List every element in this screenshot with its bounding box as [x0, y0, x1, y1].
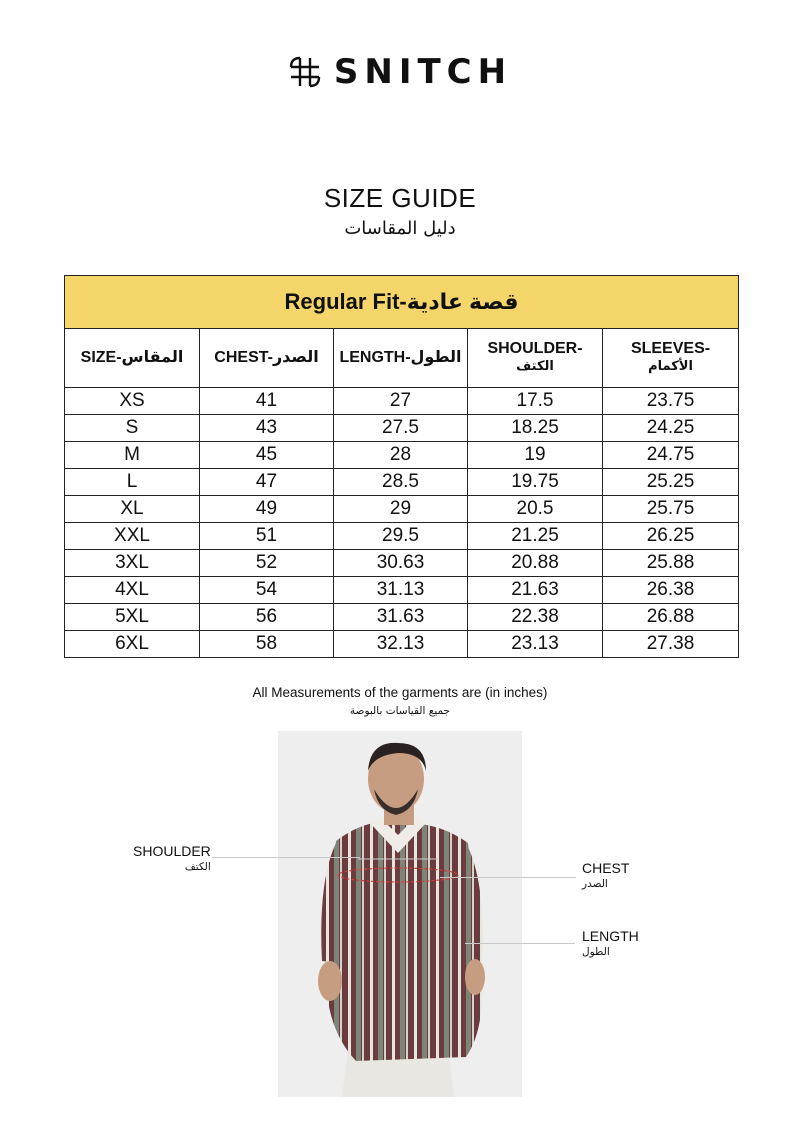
table-cell: 45 — [200, 442, 334, 469]
table-cell: 5XL — [65, 604, 200, 631]
table-row — [65, 523, 739, 550]
table-cell: 29.5 — [334, 523, 468, 550]
table-cell: 27.5 — [334, 415, 468, 442]
length-label: LENGTH الطول — [582, 928, 639, 958]
shoulder-label: SHOULDER الكتف — [133, 843, 211, 873]
page-title: SIZE GUIDE — [323, 183, 477, 213]
shoulder-label-arabic: الكتف — [184, 861, 211, 873]
table-cell: 21.63 — [468, 577, 603, 604]
table-cell: 20.5 — [468, 496, 603, 523]
column-header-shoulder: SHOULDER- الكتف — [468, 329, 603, 388]
model-illustration — [278, 731, 522, 1097]
table-cell: XS — [65, 388, 200, 415]
table-row — [65, 388, 739, 415]
measurement-note-arabic: جميع القياسات بالبوصة — [349, 705, 451, 717]
table-cell: 21.25 — [468, 523, 603, 550]
table-cell: 41 — [200, 388, 334, 415]
table-cell: 25.88 — [603, 550, 739, 577]
table-cell: 56 — [200, 604, 334, 631]
table-cell: 24.25 — [603, 415, 739, 442]
table-cell: M — [65, 442, 200, 469]
column-header-size: SIZE-المقاس — [65, 329, 200, 388]
table-cell: 22.38 — [468, 604, 603, 631]
table-row — [65, 577, 739, 604]
table-row — [65, 415, 739, 442]
table-cell: 58 — [200, 631, 334, 658]
table-row — [65, 469, 739, 496]
table-cell: 52 — [200, 550, 334, 577]
table-cell: 31.63 — [334, 604, 468, 631]
table-row — [65, 550, 739, 577]
table-cell: 23.13 — [468, 631, 603, 658]
table-cell: 27 — [334, 388, 468, 415]
chest-label: CHEST الصدر — [582, 860, 630, 890]
table-cell: L — [65, 469, 200, 496]
table-cell: 24.75 — [603, 442, 739, 469]
model-photo — [278, 731, 522, 1097]
table-cell: 20.88 — [468, 550, 603, 577]
column-header-chest: CHEST-الصدر — [200, 329, 334, 388]
grid-hash-logo-icon — [288, 55, 322, 89]
table-cell: 25.75 — [603, 496, 739, 523]
table-cell: 26.25 — [603, 523, 739, 550]
table-row — [65, 442, 739, 469]
table-row — [65, 496, 739, 523]
table-cell: 18.25 — [468, 415, 603, 442]
table-cell: 31.13 — [334, 577, 468, 604]
column-headers — [65, 329, 739, 388]
chest-label-arabic: الصدر — [582, 878, 608, 890]
table-cell: 26.38 — [603, 577, 739, 604]
table-cell: 28.5 — [334, 469, 468, 496]
column-header-length: LENGTH-الطول — [334, 329, 468, 388]
table-cell: 29 — [334, 496, 468, 523]
chest-pointer-line — [440, 877, 576, 878]
table-cell: 47 — [200, 469, 334, 496]
table-cell: XXL — [65, 523, 200, 550]
table-cell: 28 — [334, 442, 468, 469]
length-label-arabic: الطول — [582, 946, 610, 958]
page-title-arabic: دليل المقاسات — [344, 218, 456, 239]
table-cell: 17.5 — [468, 388, 603, 415]
table-cell: 6XL — [65, 631, 200, 658]
brand-name: SNITCH — [333, 52, 513, 92]
table-row — [65, 604, 739, 631]
table-cell: 19 — [468, 442, 603, 469]
table-cell: 4XL — [65, 577, 200, 604]
table-cell: 25.25 — [603, 469, 739, 496]
fit-label: Regular Fit-قصة عادية — [65, 276, 739, 329]
table-cell: 23.75 — [603, 388, 739, 415]
table-cell: XL — [65, 496, 200, 523]
table-row — [65, 631, 739, 658]
size-table — [64, 275, 739, 658]
table-cell: S — [65, 415, 200, 442]
measurement-note: All Measurements of the garments are (in inches) — [252, 685, 548, 700]
column-header-sleeves: SLEEVES- الأكمام — [603, 329, 739, 388]
table-cell: 30.63 — [334, 550, 468, 577]
table-cell: 27.38 — [603, 631, 739, 658]
table-cell: 43 — [200, 415, 334, 442]
brand-logo — [0, 52, 800, 92]
length-pointer-line — [465, 943, 575, 944]
table-cell: 26.88 — [603, 604, 739, 631]
table-cell: 51 — [200, 523, 334, 550]
table-cell: 54 — [200, 577, 334, 604]
table-cell: 32.13 — [334, 631, 468, 658]
shoulder-pointer-line — [212, 857, 360, 858]
table-cell: 3XL — [65, 550, 200, 577]
table-cell: 19.75 — [468, 469, 603, 496]
table-cell: 49 — [200, 496, 334, 523]
